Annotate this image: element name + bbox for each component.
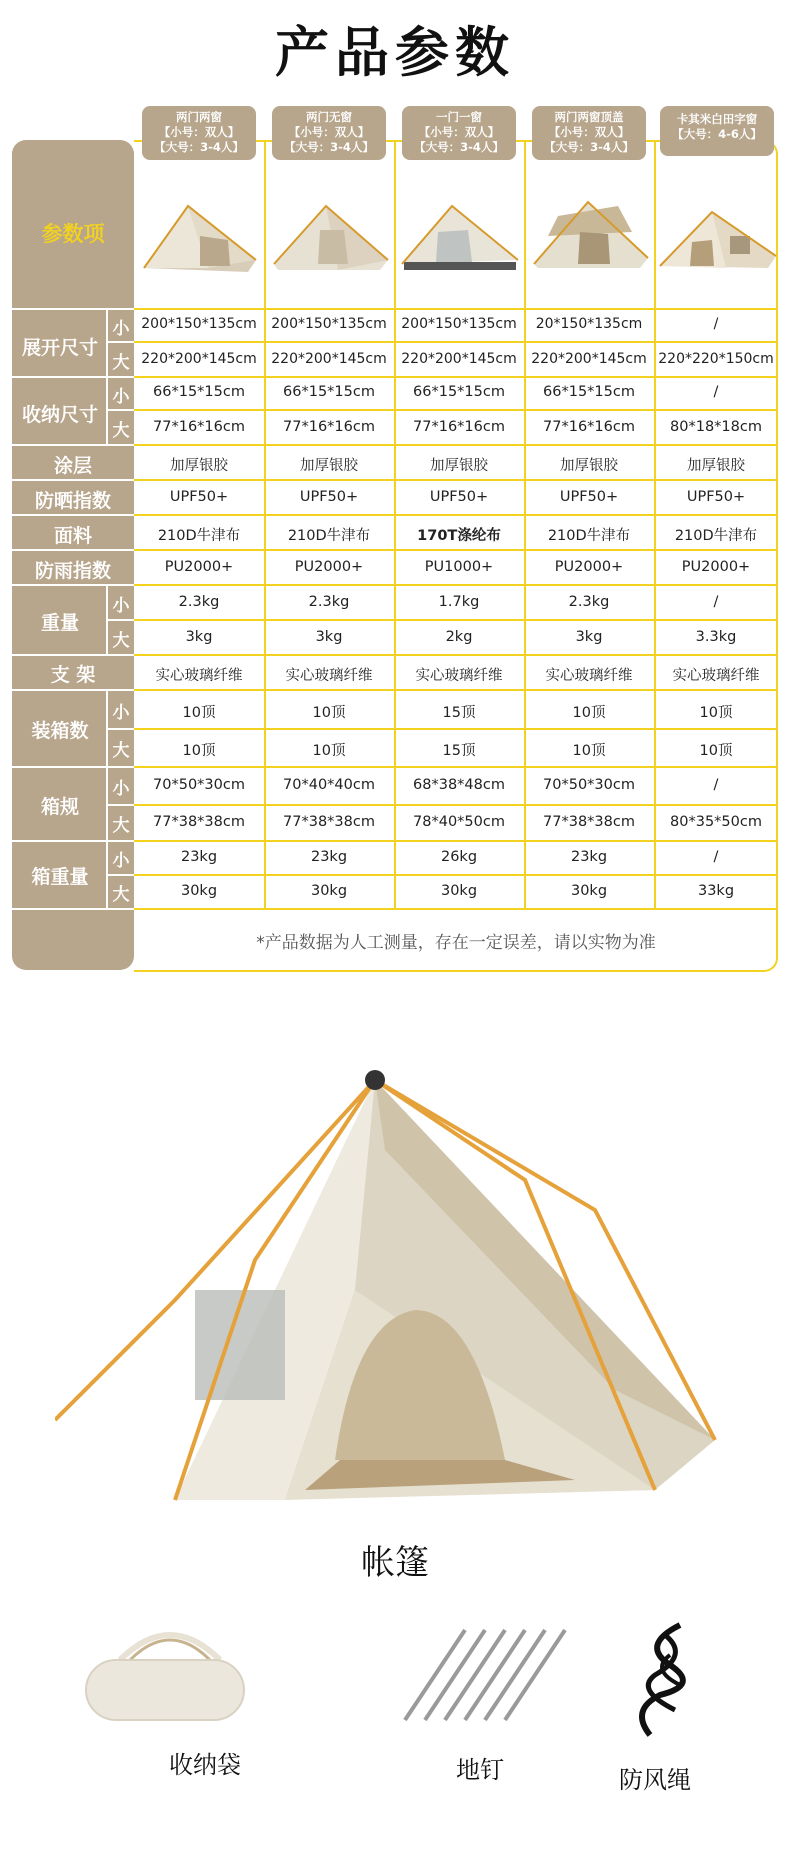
table-cell: 77*16*16cm	[413, 419, 505, 435]
table-cell: 30kg	[310, 883, 348, 899]
table-cell: 77*38*38cm	[153, 814, 245, 830]
size-large-label: 大	[112, 421, 130, 441]
accessory-caption: 防风绳	[619, 1766, 691, 1794]
table-cell: 3kg	[185, 629, 213, 645]
tent-thumbnail-3	[398, 176, 522, 280]
table-cell: 210D牛津布	[674, 528, 758, 544]
table-cell: 220*200*145cm	[531, 351, 647, 367]
ground-stake-icon	[395, 1620, 585, 1730]
param-header: 参数项	[41, 222, 105, 246]
table-cell: 200*150*135cm	[271, 316, 387, 332]
table-cell: PU2000+	[294, 559, 364, 575]
table-cell: 77*16*16cm	[283, 419, 375, 435]
page-title: 产品参数	[275, 21, 515, 84]
param-label-carton-size: 箱规	[40, 796, 79, 818]
table-cell: 2.3kg	[308, 594, 350, 610]
table-cell: 15顶	[442, 743, 476, 759]
table-cell: 10顶	[699, 705, 733, 721]
table-cell: 实心玻璃纤维	[285, 668, 373, 684]
table-cell: 66*15*15cm	[283, 384, 375, 400]
table-cell: 70*50*30cm	[153, 777, 245, 793]
tent-thumbnail-5	[656, 176, 780, 280]
size-large-label: 大	[112, 885, 130, 905]
param-label-carton-weight: 箱重量	[31, 866, 89, 888]
accessory-caption: 地钉	[456, 1756, 504, 1784]
table-cell: 加厚银胶	[300, 458, 358, 474]
param-label-coating: 涂层	[53, 455, 92, 477]
table-cell: 30kg	[570, 883, 608, 899]
table-cell: 30kg	[180, 883, 218, 899]
table-cell: 210D牛津布	[157, 528, 241, 544]
table-cell: UPF50+	[686, 489, 746, 505]
accessory-caption: 收纳袋	[169, 1751, 241, 1779]
table-cell: 加厚银胶	[170, 458, 228, 474]
table-cell: 加厚银胶	[687, 458, 745, 474]
table-cell: UPF50+	[299, 489, 359, 505]
table-cell: UPF50+	[559, 489, 619, 505]
table-cell: 80*35*50cm	[670, 814, 762, 830]
table-cell: 210D牛津布	[547, 528, 631, 544]
table-cell: 220*200*145cm	[401, 351, 517, 367]
table-cell: 23kg	[310, 849, 348, 865]
table-cell: 220*220*150cm	[658, 351, 774, 367]
param-label-uv: 防晒指数	[34, 490, 111, 512]
table-cell: 3kg	[315, 629, 343, 645]
size-large-label: 大	[112, 816, 130, 836]
table-cell: 实心玻璃纤维	[545, 668, 633, 684]
column-header-3: 一门一窗 【小号：双人】 【大号：3-4人】	[402, 106, 516, 160]
table-cell: 1.7kg	[438, 594, 480, 610]
table-cell: PU2000+	[164, 559, 234, 575]
table-cell: /	[713, 316, 719, 332]
size-small-label: 小	[112, 319, 130, 339]
table-cell: 220*200*145cm	[141, 351, 257, 367]
table-cell: /	[713, 594, 719, 610]
table-cell: 2.3kg	[568, 594, 610, 610]
tent-illustration	[55, 1060, 735, 1520]
size-small-label: 小	[112, 779, 130, 799]
table-cell: 23kg	[180, 849, 218, 865]
table-cell: 10顶	[182, 705, 216, 721]
table-cell: 70*40*40cm	[283, 777, 375, 793]
column-header-5: 卡其米白田字窗 【大号：4-6人】	[660, 106, 774, 156]
table-cell: 2.3kg	[178, 594, 220, 610]
table-cell: 80*18*18cm	[670, 419, 762, 435]
table-cell: 10顶	[182, 743, 216, 759]
table-cell: 15顶	[442, 705, 476, 721]
table-cell: PU1000+	[424, 559, 494, 575]
table-cell: 170T涤纶布	[417, 528, 501, 544]
column-header-4: 两门两窗顶盖 【小号：双人】 【大号：3-4人】	[532, 106, 646, 160]
tent-thumbnail-1	[138, 176, 262, 280]
size-large-label: 大	[112, 353, 130, 373]
table-cell: PU2000+	[554, 559, 624, 575]
table-cell: /	[713, 849, 719, 865]
table-cell: 220*200*145cm	[271, 351, 387, 367]
table-cell: 2kg	[445, 629, 473, 645]
table-cell: 10顶	[572, 743, 606, 759]
table-cell: 33kg	[697, 883, 735, 899]
table-cell: 3.3kg	[695, 629, 737, 645]
table-cell: 26kg	[440, 849, 478, 865]
storage-bag-icon	[80, 1620, 250, 1730]
table-cell: 10顶	[699, 743, 733, 759]
param-label-unfold-size: 展开尺寸	[21, 337, 98, 359]
tent-thumbnail-4	[528, 176, 652, 280]
table-cell: 78*40*50cm	[413, 814, 505, 830]
size-small-label: 小	[112, 387, 130, 407]
param-label-packed-size: 收纳尺寸	[21, 404, 98, 426]
table-cell: 10顶	[312, 705, 346, 721]
table-cell: 68*38*48cm	[413, 777, 505, 793]
column-header-1: 两门两窗 【小号：双人】 【大号：3-4人】	[142, 106, 256, 160]
table-cell: 加厚银胶	[430, 458, 488, 474]
table-cell: 3kg	[575, 629, 603, 645]
wind-rope-icon	[620, 1615, 710, 1745]
size-small-label: 小	[112, 596, 130, 616]
table-cell: /	[713, 777, 719, 793]
table-cell: 210D牛津布	[287, 528, 371, 544]
table-cell: 10顶	[312, 743, 346, 759]
table-cell: 实心玻璃纤维	[672, 668, 760, 684]
size-small-label: 小	[112, 703, 130, 723]
table-cell: 实心玻璃纤维	[155, 668, 243, 684]
table-cell: 77*38*38cm	[283, 814, 375, 830]
param-label-rain: 防雨指数	[34, 560, 111, 582]
table-cell: 66*15*15cm	[413, 384, 505, 400]
size-small-label: 小	[112, 851, 130, 871]
table-cell: 加厚银胶	[560, 458, 618, 474]
param-label-carton-qty: 装箱数	[31, 720, 89, 742]
table-cell: 10顶	[572, 705, 606, 721]
table-cell: 66*15*15cm	[153, 384, 245, 400]
param-label-frame: 支 架	[50, 664, 96, 686]
table-cell: 66*15*15cm	[543, 384, 635, 400]
table-cell: UPF50+	[429, 489, 489, 505]
table-cell: PU2000+	[681, 559, 751, 575]
tent-thumbnail-2	[268, 176, 392, 280]
table-cell: /	[713, 384, 719, 400]
table-cell: 20*150*135cm	[535, 316, 643, 332]
table-cell: 200*150*135cm	[401, 316, 517, 332]
tent-caption: 帐篷	[361, 1543, 429, 1583]
table-cell: 77*38*38cm	[543, 814, 635, 830]
param-label-fabric: 面料	[53, 525, 92, 547]
table-cell: 77*16*16cm	[543, 419, 635, 435]
disclaimer-note: *产品数据为人工测量，存在一定误差，请以实物为准	[256, 933, 656, 953]
table-cell: 实心玻璃纤维	[415, 668, 503, 684]
table-cell: UPF50+	[169, 489, 229, 505]
column-header-2: 两门无窗 【小号：双人】 【大号：3-4人】	[272, 106, 386, 160]
table-cell: 30kg	[440, 883, 478, 899]
size-large-label: 大	[112, 631, 130, 651]
table-cell: 70*50*30cm	[543, 777, 635, 793]
table-cell: 23kg	[570, 849, 608, 865]
table-cell: 200*150*135cm	[141, 316, 257, 332]
size-large-label: 大	[112, 741, 130, 761]
param-label-weight: 重量	[40, 612, 79, 634]
table-cell: 77*16*16cm	[153, 419, 245, 435]
